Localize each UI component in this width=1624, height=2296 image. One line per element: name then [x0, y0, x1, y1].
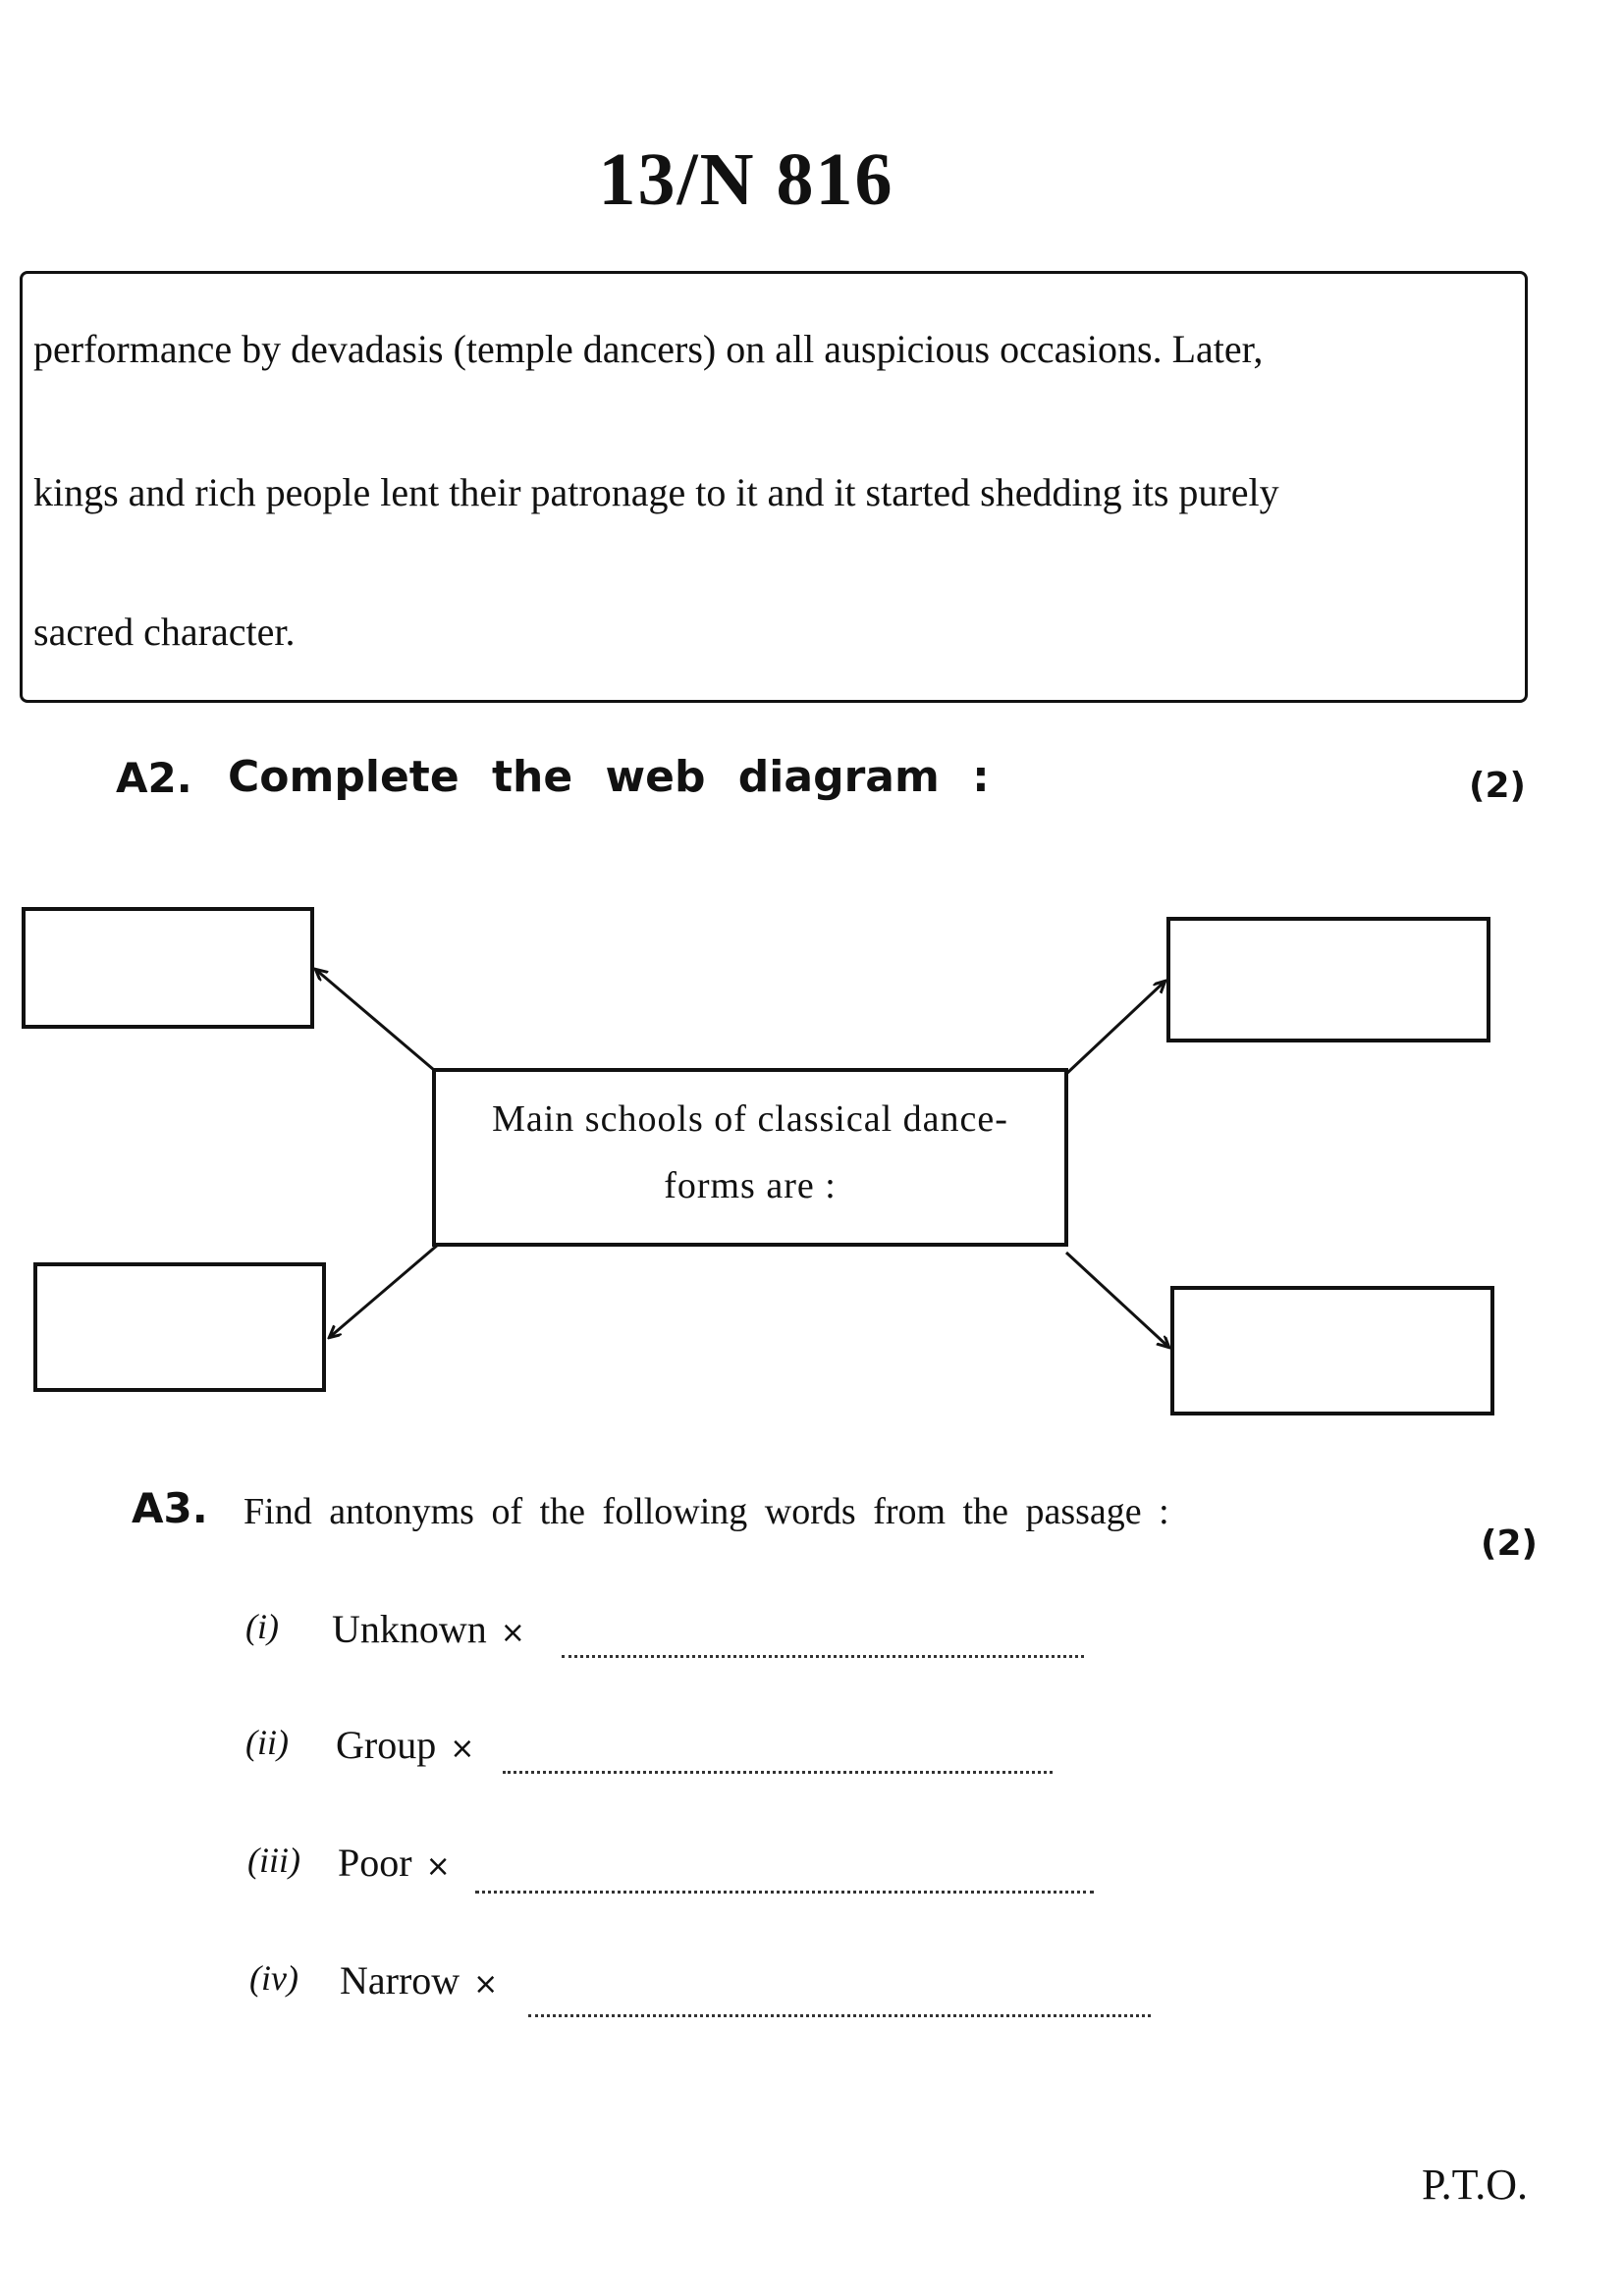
a3-item-2	[336, 1722, 474, 1768]
a2-number: A2.	[116, 754, 192, 802]
passage-line-2: kings and rich people lent their patronage to it and it started shedding its purely	[33, 470, 1279, 514]
a2-marks: (2)	[1469, 766, 1526, 806]
a3-item-4-answer-line[interactable]	[528, 2014, 1151, 2017]
a3-marks: (2)	[1481, 1523, 1538, 1564]
a3-item-3-number: (iii)	[247, 1841, 300, 1880]
a3-item-4-word: Narrow	[340, 1958, 460, 2002]
answer-box-top-right[interactable]	[1168, 919, 1489, 1041]
arrow-bottom-left	[330, 1245, 438, 1337]
a3-item-3	[338, 1840, 451, 1886]
a3-item-3-word: Poor	[338, 1841, 412, 1885]
center-text-line-1: Main schools of classical dance-	[492, 1098, 1008, 1140]
a3-item-2-number: (ii)	[245, 1723, 289, 1762]
a3-number: A3.	[132, 1484, 208, 1532]
a3-instruction: Find antonyms of the following words from the passage :	[244, 1491, 1169, 1532]
passage-line-1: performance by devadasis (temple dancers) on all auspicious occasions. Later,	[33, 327, 1264, 371]
paper-code: 13/N 816	[598, 138, 894, 221]
pto-label: P.T.O.	[1422, 2161, 1528, 2209]
arrow-top-right	[1066, 982, 1164, 1074]
cross-symbol: ×	[450, 1732, 475, 1766]
cross-symbol: ×	[425, 1849, 451, 1884]
center-text-line-2: forms are :	[664, 1165, 837, 1206]
a3-item-2-answer-line[interactable]	[503, 1771, 1053, 1774]
a3-item-4-number: (iv)	[249, 1958, 298, 1998]
a3-item-2-word: Group	[336, 1723, 437, 1767]
cross-symbol: ×	[500, 1616, 525, 1650]
arrow-top-left	[316, 970, 434, 1070]
a3-item-1	[332, 1606, 525, 1652]
a3-item-1-number: (i)	[245, 1607, 279, 1646]
answer-box-bottom-right[interactable]	[1172, 1288, 1492, 1414]
answer-box-top-left[interactable]	[24, 909, 312, 1027]
a3-item-1-word: Unknown	[332, 1607, 487, 1651]
answer-box-bottom-left[interactable]	[35, 1264, 324, 1390]
cross-symbol: ×	[473, 1967, 499, 2002]
a3-item-3-answer-line[interactable]	[475, 1891, 1094, 1894]
a3-item-4	[340, 1957, 498, 2003]
arrow-bottom-right	[1066, 1253, 1168, 1347]
a3-item-1-answer-line[interactable]	[562, 1655, 1084, 1658]
center-box	[434, 1070, 1066, 1245]
passage-line-3: sacred character.	[33, 610, 296, 654]
a2-heading: Complete the web diagram :	[228, 752, 990, 802]
